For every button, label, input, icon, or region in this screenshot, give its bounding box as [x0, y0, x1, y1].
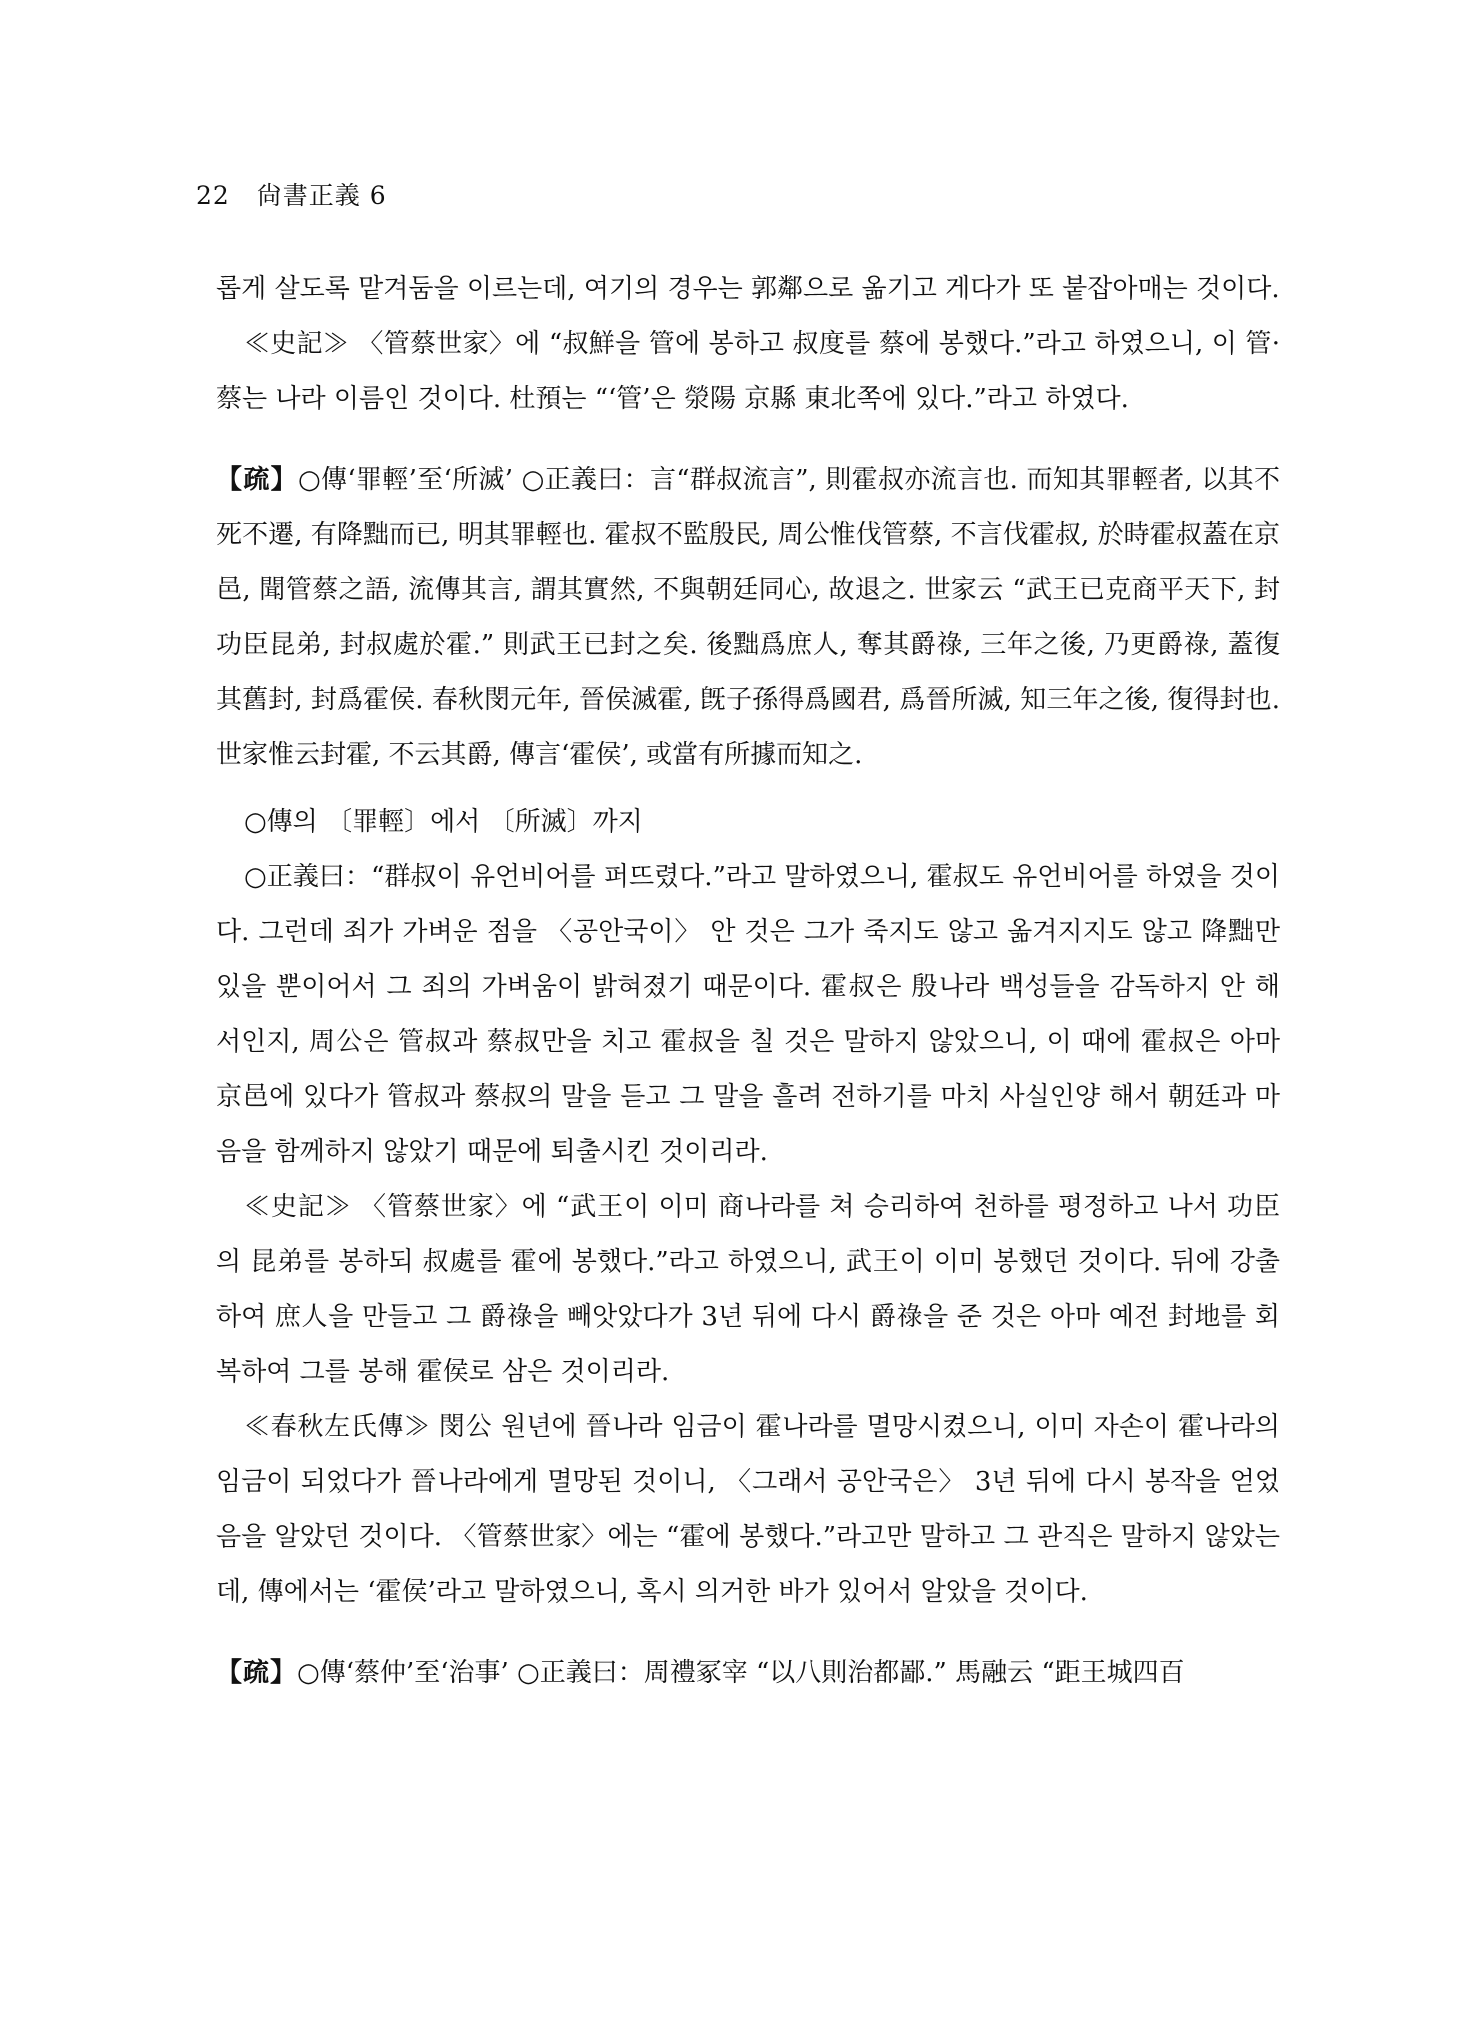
translation-paragraph: ≪史記≫ 〈管蔡世家〉에 “武王이 이미 商나라를 쳐 승리하여 천하를 평정하고 나서 功臣의 昆弟를 봉하되 叔處를 霍에 봉했다.”라고 하였으니, 武王이 이미 봉했던 것이다. 뒤에 강출하여 庶人을 만들고 그 爵祿을 빼앗았다가 3년 뒤에 다시 爵祿을 준 것은 아마 예전 封地를 회복하여 그를 봉해 霍侯로 삼은 것이리라.: [216, 1192, 1280, 1387]
commentary-block-1: [216, 453, 1280, 783]
section-gap: [216, 427, 1280, 453]
commentary-block-2: [216, 1646, 1280, 1701]
running-header: [196, 176, 387, 212]
commentary-text: ○傳‘罪輕’至‘所滅’ ○正義曰：言“群叔流言”, 則霍叔亦流言也. 而知其罪輕者, 以其不死不遷, 有降黜而已, 明其罪輕也. 霍叔不監殷民, 周公惟伐管蔡, 不言伐霍叔, 於時霍叔蓋在京邑, 聞管蔡之語, 流傳其言, 謂其實然, 不與朝廷同心, 故退之. 世家云 “武王已克商平天下, 封功臣昆弟, 封叔處於霍.” 則武王已封之矣. 後黜爲庶人, 奪其爵祿, 三年之後, 乃更爵祿, 蓋復其舊封, 封爲霍侯. 春秋閔元年, 晉侯滅霍, 旣子孫得爲國君, 爲晉所滅, 知三年之後, 復得封也. 世家惟云封霍, 不云其爵, 傳言‘霍侯’, 或當有所據而知之.: [216, 465, 1280, 770]
translation-heading: ○傳의 〔罪輕〕에서 〔所滅〕까지: [244, 807, 643, 837]
commentary-label: 【疏】: [216, 1658, 298, 1688]
translation-paragraph: ○正義曰：“群叔이 유언비어를 퍼뜨렸다.”라고 말하였으니, 霍叔도 유언비어를 하였을 것이다. 그런데 죄가 가벼운 점을 〈공안국이〉 안 것은 그가 죽지도 않고 옮겨지지도 않고 降黜만 있을 뿐이어서 그 죄의 가벼움이 밝혀졌기 때문이다. 霍叔은 殷나라 백성들을 감독하지 안 해서인지, 周公은 管叔과 蔡叔만을 치고 霍叔을 칠 것은 말하지 않았으니, 이 때에 霍叔은 아마 京邑에 있다가 管叔과 蔡叔의 말을 듣고 그 말을 흘려 전하기를 마치 사실인양 해서 朝廷과 마음을 함께하지 않았기 때문에 퇴출시킨 것이리라.: [216, 862, 1280, 1167]
commentary-text: ○傳‘蔡仲’至‘治事’ ○正義曰：周禮冢宰 “以八則治都鄙.” 馬融云 “距王城四百: [297, 1658, 1185, 1688]
translation-paragraph: ≪春秋左氏傳≫ 閔公 원년에 晉나라 임금이 霍나라를 멸망시켰으니, 이미 자손이 霍나라의 임금이 되었다가 晉나라에게 멸망된 것이니, 〈그래서 공안국은〉 3년 뒤에 다시 봉작을 얻었음을 알았던 것이다. 〈管蔡世家〉에는 “霍에 봉했다.”라고만 말하고 그 관직은 말하지 않았는데, 傳에서는 ‘霍侯’라고 말하였으니, 혹시 의거한 바가 있어서 알았을 것이다.: [216, 1412, 1280, 1607]
commentary-label: 【疏】: [216, 465, 298, 495]
paragraph-shiji-note: ≪史記≫ 〈管蔡世家〉에 “叔鮮을 管에 봉하고 叔度를 蔡에 봉했다.”라고 하였으니, 이 管·蔡는 나라 이름인 것이다. 杜預는 “‘管’은 滎陽 京縣 東北쪽에 있다.”라고 하였다.: [216, 329, 1280, 414]
book-title: 尙書正義 6: [256, 181, 387, 210]
page-number: 22: [196, 181, 230, 210]
section-gap: [216, 783, 1280, 795]
paragraph-continuation: 롭게 살도록 맡겨둠을 이르는데, 여기의 경우는 郭鄰으로 옮기고 게다가 또 붙잡아매는 것이다.: [216, 274, 1280, 304]
page-body: [216, 262, 1280, 1701]
section-gap: [216, 1620, 1280, 1646]
